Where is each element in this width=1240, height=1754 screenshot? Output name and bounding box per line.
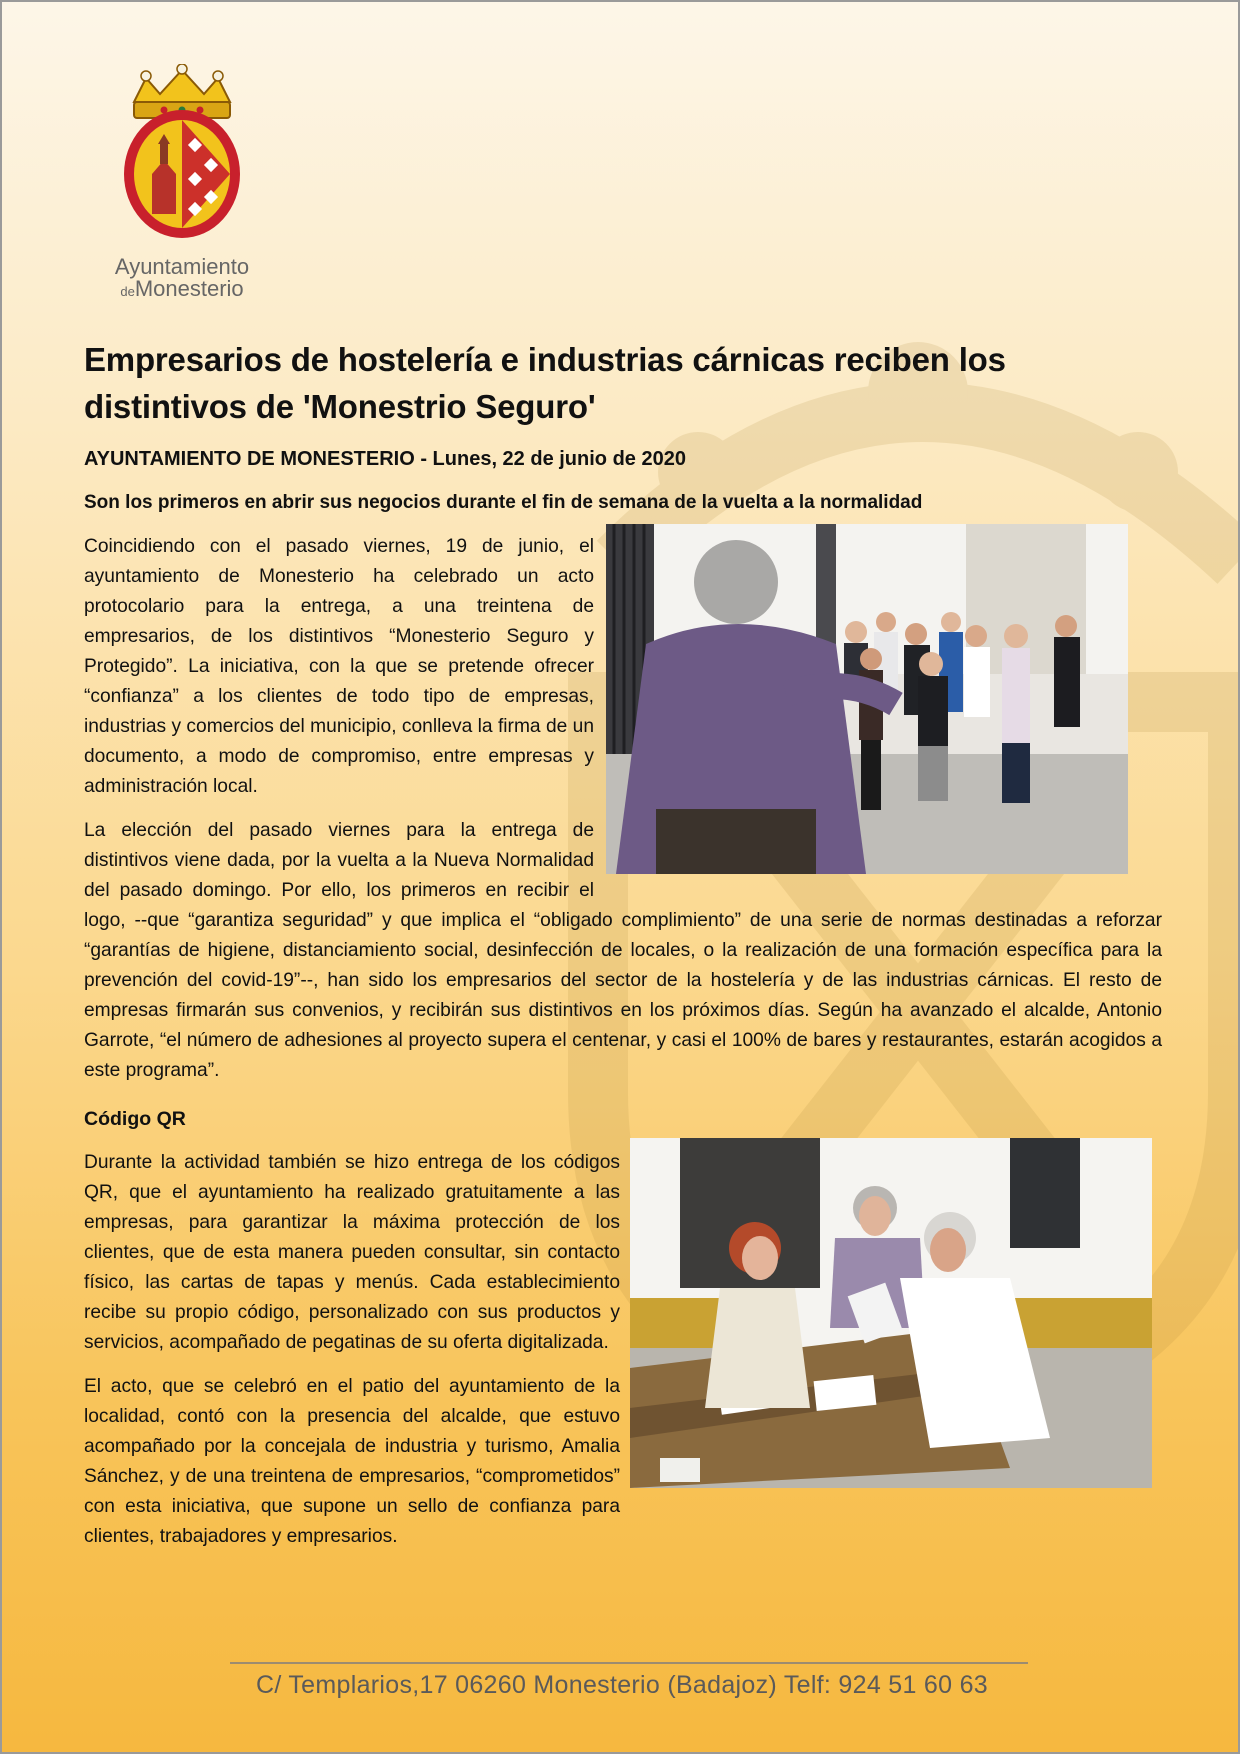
section-heading-qr: Código QR [84, 1108, 186, 1130]
article-paragraph-2: La elección del pasado viernes para la entrega de distintivos viene dada, por la vuelta a la Nueva Normalidad del pasado domingo. Por ello, los primeros en recibir el logo, --que “garantiza seguridad” y que implica el “obligado complimiento” de una serie de normas destinadas a reforzar “garantías de higiene, distanciamiento social, desinfección de locales, o la realización de una formación específica para la prevención del covid-19”--, han sido los empresarios del sector de la hostelería y de las industrias cárnicas. El resto de empresas firmarán sus convenios, y recibirán sus distintivos en los próximos días. Según ha avanzado el alcalde, Antonio Garrote, “el número de adhesiones al proyecto supera el centenar, y casi el 100% de bares y restaurantes, estarán acogidos a este programa”. [84, 820, 1162, 1081]
logo-line-2-prefix: de [120, 284, 135, 299]
footer-divider [230, 1662, 1028, 1664]
photo-signing-table-image [630, 1138, 1152, 1488]
logo-line-2-name: Monesterio [134, 276, 244, 301]
footer-address: C/ Templarios,17 06260 Monesterio (Badajoz) Telf: 924 51 60 63 [255, 1671, 988, 1699]
logo-caption [102, 256, 262, 303]
coat-of-arms-icon [102, 64, 262, 254]
logo [102, 64, 262, 304]
logo-line-2 [102, 278, 262, 303]
section-paragraph-2: El acto, que se celebró en el patio del ayuntamiento de la localidad, contó con la presencia del alcalde, que estuvo acompañado por la concejala de industria y turismo, Amalia Sánchez, y de una treintena de empresarios, “comprometidos” con esta iniciativa, que supone un sello de confianza para clientes, trabajadores y empresarios. [84, 1376, 620, 1547]
photo-signing-table [630, 1138, 1152, 1488]
article-subtitle: Son los primeros en abrir sus negocios durante el fin de semana de la vuelta a la normalidad [84, 492, 923, 513]
logo-line-1: Ayuntamiento [114, 254, 250, 279]
article-title: Empresarios de hostelería e industrias cárnicas reciben los distintivos de 'Monestrio Seguro' [84, 341, 1006, 425]
article-dateline: AYUNTAMIENTO DE MONESTERIO - Lunes, 22 de junio de 2020 [84, 448, 686, 470]
article-paragraph-1: Coincidiendo con el pasado viernes, 19 de junio, el ayuntamiento de Monesterio ha celebrado un acto protocolario para la entrega, a una treintena de empresarios, de los distintivos “Monesterio Seguro y Protegido”. La iniciativa, con la que se pretende ofrecer “confianza” a los clientes de todo tipo de empresas, industrias y comercios del municipio, conlleva la firma de un documento, a modo de compromiso, entre empresas y administración local. [84, 536, 594, 797]
photo-ceremony-crowd [606, 524, 1128, 874]
photo-ceremony-crowd-image [606, 524, 1128, 874]
section-paragraph-1: Durante la actividad también se hizo entrega de los códigos QR, que el ayuntamiento ha realizado gratuitamente a las empresas, para garantizar la máxima protección de los clientes, que de esta manera pueden consultar, sin contacto físico, las cartas de tapas y menús. Cada establecimiento recibe su propio código, personalizado con sus productos y servicios, acompañado de pegatinas de su oferta digitalizada. [84, 1152, 620, 1353]
article [84, 336, 1162, 1552]
